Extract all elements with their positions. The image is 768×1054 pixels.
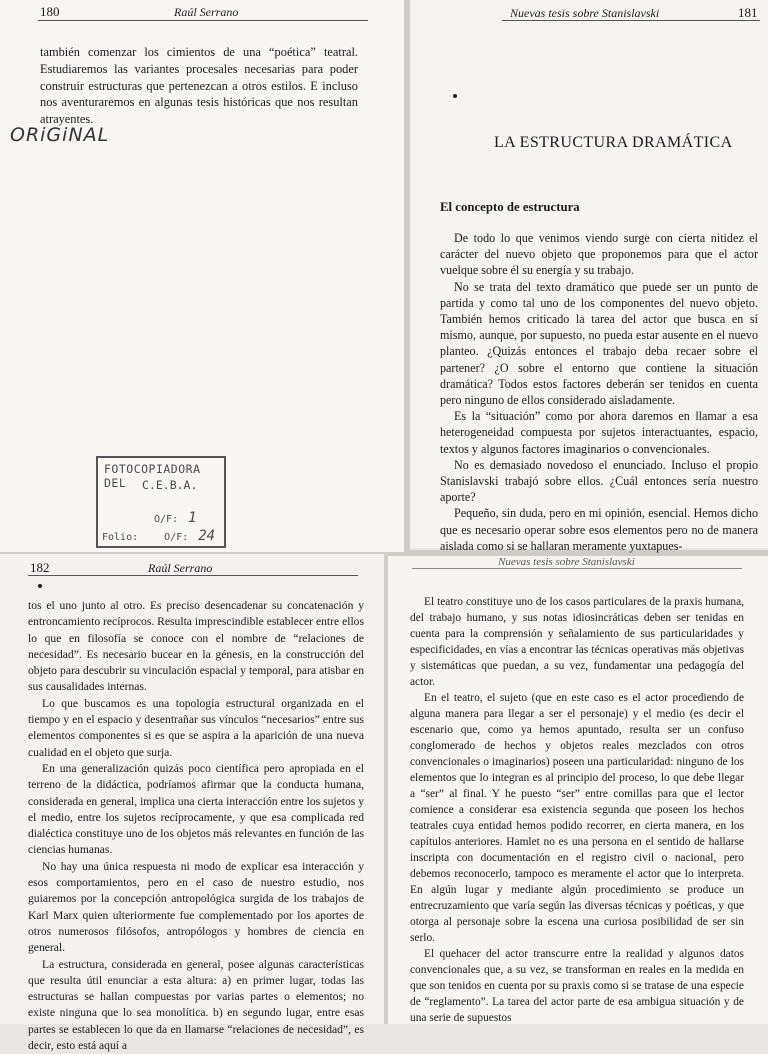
page-183 — [388, 556, 768, 1024]
page-number: 182 — [30, 560, 50, 575]
stamp-order-value: 1 — [188, 510, 197, 526]
paragraph: Pequeño, sin duda, pero en mi opinión, esencial. Hemos dicho que es necesario operar sobre esos elementos pero no de manera aislada como si se hallaran meramente yuxtapues- — [440, 506, 758, 553]
stamp-folio-label: Folio: — [102, 532, 139, 543]
paragraph: De todo lo que venimos viendo surge con cierta nitidez el carácter del nuevo objeto que proponemos para que el actor vuelque sobre él su energía y su trabajo. — [440, 231, 758, 278]
paragraph: también comenzar los cimientos de una “poética” teatral. Estudiaremos las variantes procesales necesarias para poder construir estructuras que pertenezcan a otros estilos. E incluso nos aventuraremos en algunas tesis históricas que nos resultan atrayentes. — [40, 45, 358, 127]
paragraph: Lo que buscamos es una topología estructural organizada en el tiempo y en el espacio y desentrañar sus vínculos “necesarios” entre sus elementos componentes si es que se aspira a la aparición de una nueva cualidad en el objeto que surja. — [28, 696, 364, 759]
stamp-order-label: O/F: — [154, 514, 179, 525]
header-rule — [38, 20, 368, 21]
body-text — [440, 230, 758, 554]
stamp-line-2: C.E.B.A. — [142, 478, 198, 492]
paragraph: No se trata del texto dramático que puede ser un punto de partida y como tal uno de los componentes del nuevo objeto. También hemos criticado la tarea del actor que busca en sí mismo, aunque, por supuesto, no pueda estar ausente en el nuevo planteo. ¿Quizás entonces el trabajo deba recaer sobre el partener? ¿O sobre el entorno que contiene la situación dramática? Todos estos factores deberán ser tenidos en cuenta pero ninguno de ellos considerado aisladamente. — [440, 279, 758, 408]
stamp-folio-mid: O/F: — [164, 532, 189, 543]
chapter-title: LA ESTRUCTURA DRAMÁTICA — [494, 134, 733, 151]
header-rule — [28, 575, 358, 576]
handwritten-note: ORiGiNAL — [10, 124, 110, 146]
body-text — [410, 594, 744, 1026]
body-text — [28, 598, 364, 1054]
paragraph: El quehacer del actor transcurre entre la realidad y algunos datos convencionales que, a su vez, se transforman en reales en la medida en que son tenidos en cuenta por su praxis como si se tratase de una especie de “reglamento”. La tarea del actor parte de esa ambigua situación y de una serie de supuestos — [410, 948, 744, 1024]
section-title: El concepto de estructura — [440, 200, 580, 214]
page-180 — [0, 0, 404, 552]
page-182 — [0, 554, 384, 1053]
page-181 — [410, 0, 768, 553]
paragraph: La estructura, considerada en general, posee algunas características que resulta útil enunciar a esta altura: a) en primer lugar, todas las estructuras se hallan compuestas por varias partes o elementos; no existe ninguna que lo sea monolítica. b) en segundo lugar, entre esas partes se establecen lo que da en llamarse “relaciones de necesidad”, es decir, esto está aquí a — [28, 957, 364, 1053]
page-number: 180 — [40, 4, 60, 19]
running-head: Nuevas tesis sobre Stanislavski — [498, 556, 635, 568]
paragraph: tos el uno junto al otro. Es preciso desencadenar su concatenación y entroncamiento recíprocos. Resulta imprescindible establecer entre ellos lo que en filosofía se conoce con el nombre de “relaciones de necesidad”. Es necesario bucear en la génesis, en la construcción del objeto para descubrir su vinculación espacial y temporal, para atisbar en sus causalidades internas. — [28, 599, 364, 694]
paragraph: El teatro constituye uno de los casos particulares de la praxis humana, del trabajo humano, y sus notas idiosincráticas deben ser tenidas en cuenta para la comprensión y señalamiento de sus particularidades y especificidades, en vías a encontrar las técnicas operativas más objetivas y sistemáticas que puedan, a su vez, fundamentar una pedagogía del actor. — [410, 596, 744, 688]
paragraph: Es la “situación” como por ahora daremos en llamar a esa heterogeneidad compuesta por sujetos interactuantes, espacio, textos y algunos factores imaginarios o convencionales. — [440, 409, 758, 456]
stamp-line-1: FOTOCOPIADORA DEL — [104, 462, 201, 490]
paragraph: En una generalización quizás poco científica pero apropiada en el terreno de la didáctica, podríamos afirmar que la conducta humana, considerada en general, implica una cierta interacción entre los sujetos y el medio, entre los sujetos recíprocamente, y que esa complicada red dialéctica constituye uno de los objetos más relevantes en función de las ciencias humanas. — [28, 761, 364, 857]
print-speck — [453, 94, 457, 98]
running-head: Raúl Serrano — [148, 561, 213, 575]
body-text — [40, 44, 358, 128]
stamp-folio-value: 24 — [198, 528, 216, 544]
photocopy-stamp — [96, 456, 226, 548]
header-rule — [412, 568, 742, 569]
paragraph: No hay una única respuesta ni modo de explicar esa interacción y esos comportamientos, pero en el caso de nuestro estudio, nos guiaremos por la concepción antropológica surgida de los trabajos de Karl Marx quien ulteriormente fue complementado por los aportes de otros numerosos filósofos, antropólogos y hombres de ciencia en general. — [28, 859, 364, 955]
print-speck — [38, 584, 42, 588]
page-number: 181 — [738, 5, 758, 20]
running-head: Nuevas tesis sobre Stanislavski — [510, 6, 660, 20]
running-head: Raúl Serrano — [174, 5, 239, 19]
header-rule — [502, 20, 760, 21]
paragraph: No es demasiado novedoso el enunciado. Incluso el propio Stanislavski trabajó sobre ellos. ¿Cuál entonces sería nuestro aporte? — [440, 457, 758, 505]
paragraph: En el teatro, el sujeto (que en este caso es el actor procediendo de alguna manera para llegar a ser el personaje) y el medio (es decir el escenario que, como ya hemos apuntado, resulta ser un confuso conglomerado de hechos y objetos reales mezclados con otros convencionales o imaginarios) poseen una particularidad: ninguno de los elementos que lo integran es al principio del proceso, lo que debe llegar a “ser” al final. Y he puesto “ser” entre comillas para que el lector comience a considerar esa existencia segunda que poseen los hechos teatrales cuya entidad hemos podido recorrer, en cierta manera, en los capítulos anteriores. Hamlet no es una persona en el sentido de hallarse inscripta con documentación en el registro civil o nacional, pero debemos reconocerlo, tampoco es meramente el actor que lo interpreta. En algún lugar y mediante algún procedimiento se produce un entrecruzamiento que varía según las diversas técnicas y poéticas, y que otorga al personaje sobre la escena una curiosa posibilidad de ser sin serlo. — [410, 692, 744, 944]
